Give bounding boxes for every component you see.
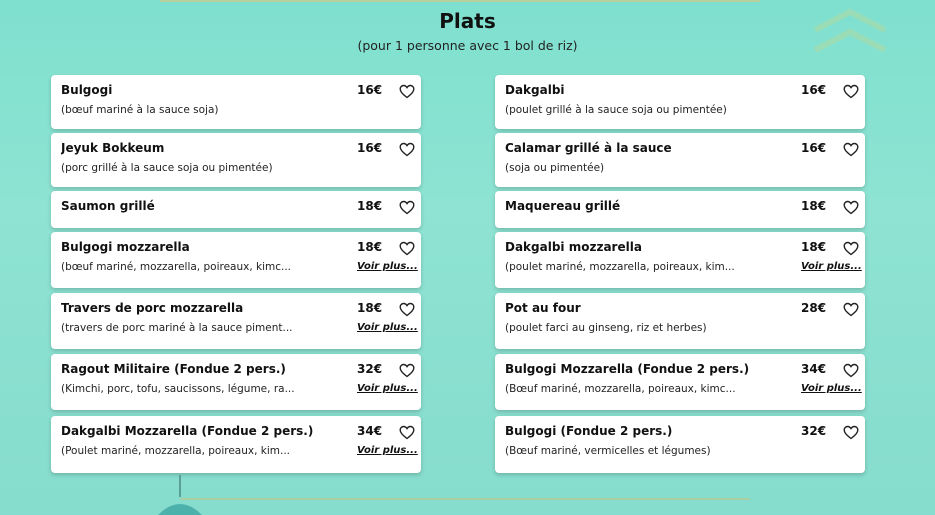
dish-price: 18€	[801, 240, 827, 254]
heart-icon[interactable]	[843, 84, 859, 99]
menu-item-card[interactable]	[51, 354, 421, 410]
dish-price: 16€	[357, 141, 383, 155]
dish-price: 34€	[801, 362, 827, 376]
heart-icon[interactable]	[399, 200, 415, 215]
dish-price: 18€	[357, 240, 383, 254]
see-more-link[interactable]: Voir plus...	[357, 322, 418, 333]
page-title: Plats	[439, 9, 496, 33]
menu-item-card[interactable]	[495, 191, 865, 228]
heart-icon[interactable]	[843, 142, 859, 157]
dish-price: 16€	[801, 83, 827, 97]
dish-name: Dakgalbi Mozzarella (Fondue 2 pers.)	[61, 424, 314, 438]
dish-price: 16€	[357, 83, 383, 97]
menu-item-card[interactable]	[495, 416, 865, 473]
dish-description: (soja ou pimentée)	[505, 162, 605, 174]
dish-name: Saumon grillé	[61, 199, 155, 213]
dish-name: Dakgalbi	[505, 83, 565, 97]
heart-icon[interactable]	[399, 241, 415, 256]
menu-item-card[interactable]	[51, 133, 421, 187]
dish-name: Bulgogi	[61, 83, 113, 97]
lantern-decoration-icon	[150, 475, 210, 515]
see-more-link[interactable]: Voir plus...	[801, 261, 862, 272]
heart-icon[interactable]	[399, 425, 415, 440]
heart-icon[interactable]	[843, 425, 859, 440]
page-subtitle: (pour 1 personne avec 1 bol de riz)	[357, 38, 578, 53]
dish-price: 28€	[801, 301, 827, 315]
dish-price: 16€	[801, 141, 827, 155]
menu-item-card[interactable]	[495, 75, 865, 129]
heart-icon[interactable]	[399, 84, 415, 99]
heart-icon[interactable]	[399, 302, 415, 317]
dish-name: Ragout Militaire (Fondue 2 pers.)	[61, 362, 286, 376]
heart-icon[interactable]	[399, 142, 415, 157]
dish-description: (Kimchi, porc, tofu, saucissons, légume, ra...	[61, 383, 295, 395]
dish-name: Travers de porc mozzarella	[61, 301, 244, 315]
decorative-line-bottom	[180, 498, 750, 500]
dish-description: (poulet grillé à la sauce soja ou pimentée)	[505, 104, 727, 116]
see-more-link[interactable]: Voir plus...	[357, 445, 418, 456]
dish-price: 18€	[357, 301, 383, 315]
dish-description: (Bœuf mariné, mozzarella, poireaux, kimc...	[505, 383, 736, 395]
see-more-link[interactable]: Voir plus...	[357, 383, 418, 394]
dish-description: (poulet mariné, mozzarella, poireaux, kim...	[505, 261, 735, 273]
dish-description: (bœuf mariné, mozzarella, poireaux, kimc...	[61, 261, 292, 273]
dish-price: 18€	[357, 199, 383, 213]
dish-description: (Bœuf mariné, vermicelles et légumes)	[505, 445, 711, 457]
menu-item-card[interactable]	[51, 416, 421, 473]
dish-name: Maquereau grillé	[505, 199, 621, 213]
menu-item-card[interactable]	[495, 293, 865, 349]
dish-description: (bœuf mariné à la sauce soja)	[61, 104, 219, 116]
see-more-link[interactable]: Voir plus...	[801, 383, 862, 394]
menu-item-card[interactable]	[51, 191, 421, 228]
menu-item-card[interactable]	[495, 133, 865, 187]
menu-item-card[interactable]	[51, 75, 421, 129]
menu-item-card[interactable]	[495, 354, 865, 410]
dish-price: 32€	[801, 424, 827, 438]
see-more-link[interactable]: Voir plus...	[357, 261, 418, 272]
heart-icon[interactable]	[843, 241, 859, 256]
dish-price: 34€	[357, 424, 383, 438]
dish-name: Calamar grillé à la sauce	[505, 141, 672, 155]
dish-name: Dakgalbi mozzarella	[505, 240, 642, 254]
dish-price: 32€	[357, 362, 383, 376]
menu-item-card[interactable]	[51, 293, 421, 349]
heart-icon[interactable]	[399, 363, 415, 378]
dish-name: Bulgogi (Fondue 2 pers.)	[505, 424, 673, 438]
dish-description: (porc grillé à la sauce soja ou pimentée)	[61, 162, 273, 174]
heart-icon[interactable]	[843, 302, 859, 317]
menu-item-card[interactable]	[51, 232, 421, 288]
dish-name: Bulgogi mozzarella	[61, 240, 190, 254]
heart-icon[interactable]	[843, 363, 859, 378]
dish-name: Bulgogi Mozzarella (Fondue 2 pers.)	[505, 362, 750, 376]
dish-name: Jeyuk Bokkeum	[61, 141, 165, 155]
dish-price: 18€	[801, 199, 827, 213]
dish-name: Pot au four	[505, 301, 581, 315]
dish-description: (Poulet mariné, mozzarella, poireaux, kim...	[61, 445, 291, 457]
menu-item-card[interactable]	[495, 232, 865, 288]
heart-icon[interactable]	[843, 200, 859, 215]
decorative-line-top	[160, 0, 760, 2]
dish-description: (poulet farci au ginseng, riz et herbes)	[505, 322, 707, 334]
dish-description: (travers de porc mariné à la sauce piment...	[61, 322, 293, 334]
